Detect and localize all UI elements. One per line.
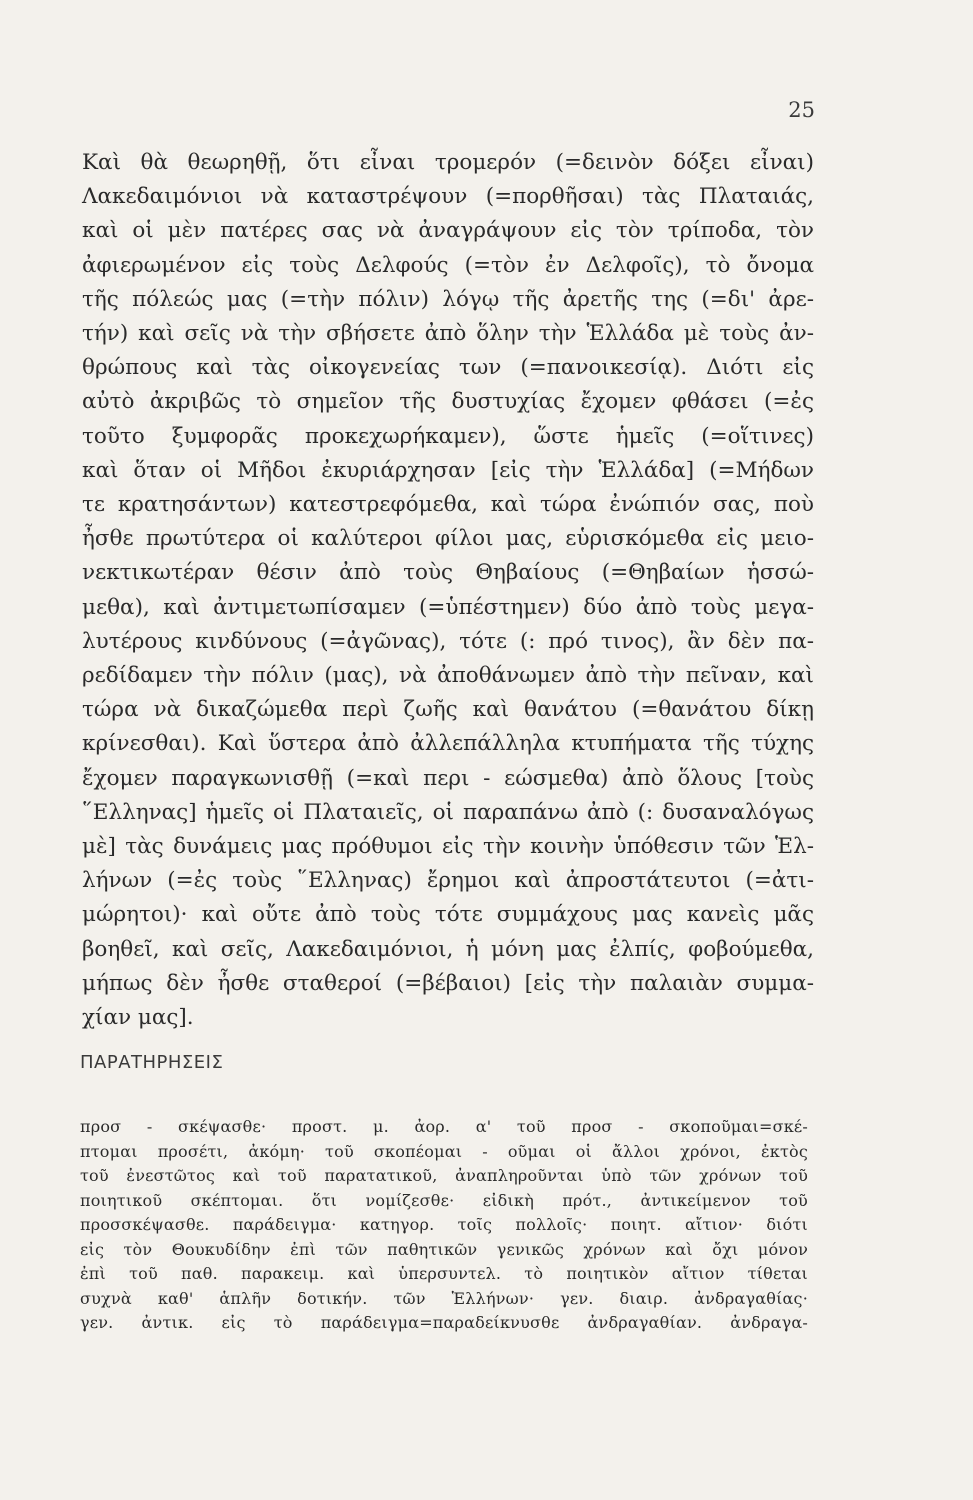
text-line: χίαν μας]. (82, 1005, 194, 1031)
text-line: κρίνεσθαι). Καὶ ὕστερα ἀπὸ ἀλλεπάλληλα κτυπήματα τῆς τύχης (82, 731, 814, 757)
text-line: τοῦτο ξυμφορᾶς προκεχωρήκαμεν), ὥστε ἡμεῖς (=οἵτινες) (82, 423, 814, 449)
text-line: λυτέρους κινδύνους (=ἀγῶνας), τότε (: πρό τινος), ἂν δὲν πα- (82, 628, 814, 654)
page-number: 25 (788, 98, 815, 122)
note-line: συχνὰ καθ' ἁπλῆν δοτικήν. τῶν Ἑλλήνων· γεν. διαιρ. ἀνδραγαθίας· (80, 1288, 808, 1308)
text-line: μεθα), καὶ ἀντιμετωπίσαμεν (=ὑπέστημεν) δύο ἀπὸ τοὺς μεγα- (82, 594, 814, 620)
main-text (82, 146, 814, 1035)
text-line: αὐτὸ ἀκριβῶς τὸ σημεῖον τῆς δυστυχίας ἔχομεν φθάσει (=ἐς (82, 389, 814, 415)
text-line: μήπως δὲν ἦσθε σταθεροί (=βέβαιοι) [εἰς τὴν παλαιὰν συμμα- (82, 970, 814, 996)
note-line: προσ - σκέψασθε· προστ. μ. ἀορ. α' τοῦ προσ - σκοποῦμαι=σκέ- (80, 1117, 808, 1136)
text-line: Καὶ θὰ θεωρηθῇ, ὅτι εἶναι τρομερόν (=δεινὸν δόξει εἶναι) (82, 150, 814, 175)
text-line: νεκτικωτέραν θέσιν ἀπὸ τοὺς Θηβαίους (=Θηβαίων ἡσσώ- (82, 560, 814, 586)
text-line: ἦσθε πρωτύτερα οἱ καλύτεροι φίλοι μας, εὑρισκόμεθα εἰς μειο- (82, 526, 814, 552)
text-line: ῞Ελληνας] ἡμεῖς οἱ Πλαταιεῖς, οἱ παραπάνω ἀπὸ (: δυσαναλόγως (82, 799, 814, 825)
notes-text (80, 1115, 808, 1336)
note-line: προσσκέψασθε. παράδειγμα· κατηγορ. τοῖς πολλοῖς· ποιητ. αἴτιον· διότι (80, 1215, 808, 1234)
text-line: ρεδίδαμεν τὴν πόλιν (μας), νὰ ἀποθάνωμεν ἀπὸ τὴν πεῖναν, καὶ (82, 663, 814, 689)
text-line: ἀφιερωμένον εἰς τοὺς Δελφούς (=τὸν ἐν Δελφοῖς), τὸ ὄνομα (82, 252, 814, 278)
text-line: μώρητοι)· καὶ οὔτε ἀπὸ τοὺς τότε συμμάχους μας κανεὶς μᾶς (82, 902, 814, 928)
section-heading: ΠΑΡΑΤΗΡΗΣΕΙΣ (80, 1052, 224, 1073)
text-line: τώρα νὰ δικαζώμεθα περὶ ζωῆς καὶ θανάτου (=θανάτου δίκῃ (82, 697, 814, 723)
text-line: ἔχομεν παραγκωνισθῇ (=καὶ περι - εώσμεθα) ἀπὸ ὅλους [τοὺς (82, 765, 814, 791)
text-line: καὶ ὅταν οἱ Μῆδοι ἐκυριάρχησαν [εἰς τὴν Ἑλλάδα] (=Μήδων (82, 457, 814, 483)
text-line: βοηθεῖ, καὶ σεῖς, Λακεδαιμόνιοι, ἡ μόνη μας ἐλπίς, φοβούμεθα, (82, 936, 814, 962)
note-line: πτομαι προσέτι, ἀκόμη· τοῦ σκοπέομαι - οῦμαι οἱ ἄλλοι χρόνοι, ἐκτὸς (80, 1141, 808, 1161)
note-line: εἰς τὸν Θουκυδίδην ἐπὶ τῶν παθητικῶν γενικῶς χρόνων καὶ ὄχι μόνον (80, 1239, 808, 1259)
text-line: θρώπους καὶ τὰς οἰκογενείας των (=πανοικεσίᾳ). Διότι εἰς (82, 355, 814, 381)
text-line: καὶ οἱ μὲν πατέρες σας νὰ ἀναγράψουν εἰς τὸν τρίποδα, τὸν (82, 218, 814, 244)
text-line: Λακεδαιμόνιοι νὰ καταστρέψουν (=πορθῆσαι) τὰς Πλαταιάς, (82, 184, 814, 210)
text-line: μὲ] τὰς δυνάμεις μας πρόθυμοι εἰς τὴν κοινὴν ὑπόθεσιν τῶν Ἑλ- (82, 834, 814, 860)
text-line: τε κρατησάντων) κατεστρεφόμεθα, καὶ τώρα ἐνώπιόν σας, ποὺ (82, 492, 814, 518)
note-line: ἐπὶ τοῦ παθ. παρακειμ. καὶ ὑπερσυντελ. τὸ ποιητικὸν αἴτιον τίθεται (80, 1264, 808, 1283)
text-line: τήν) καὶ σεῖς νὰ τὴν σβήσετε ἀπὸ ὅλην τὴν Ἑλλάδα μὲ τοὺς ἀν- (82, 321, 814, 347)
note-line: τοῦ ἐνεστῶτος καὶ τοῦ παρατατικοῦ, ἀναπληροῦνται ὑπὸ τῶν χρόνων τοῦ (80, 1166, 808, 1185)
note-line: γεν. ἀντικ. εἰς τὸ παράδειγμα=παραδείκνυσθε ἀνδραγαθίαν. ἀνδραγα- (80, 1313, 808, 1332)
note-line: ποιητικοῦ σκέπτομαι. ὅτι νομίζεσθε· εἰδικὴ πρότ., ἀντικείμενον τοῦ (80, 1190, 808, 1210)
text-line: λήνων (=ἐς τοὺς ῞Ελληνας) ἔρημοι καὶ ἀπροστάτευτοι (=ἀτι- (82, 868, 814, 894)
text-line: τῆς πόλεώς μας (=τὴν πόλιν) λόγῳ τῆς ἀρετῆς της (=δι' ἀρε- (82, 286, 814, 312)
